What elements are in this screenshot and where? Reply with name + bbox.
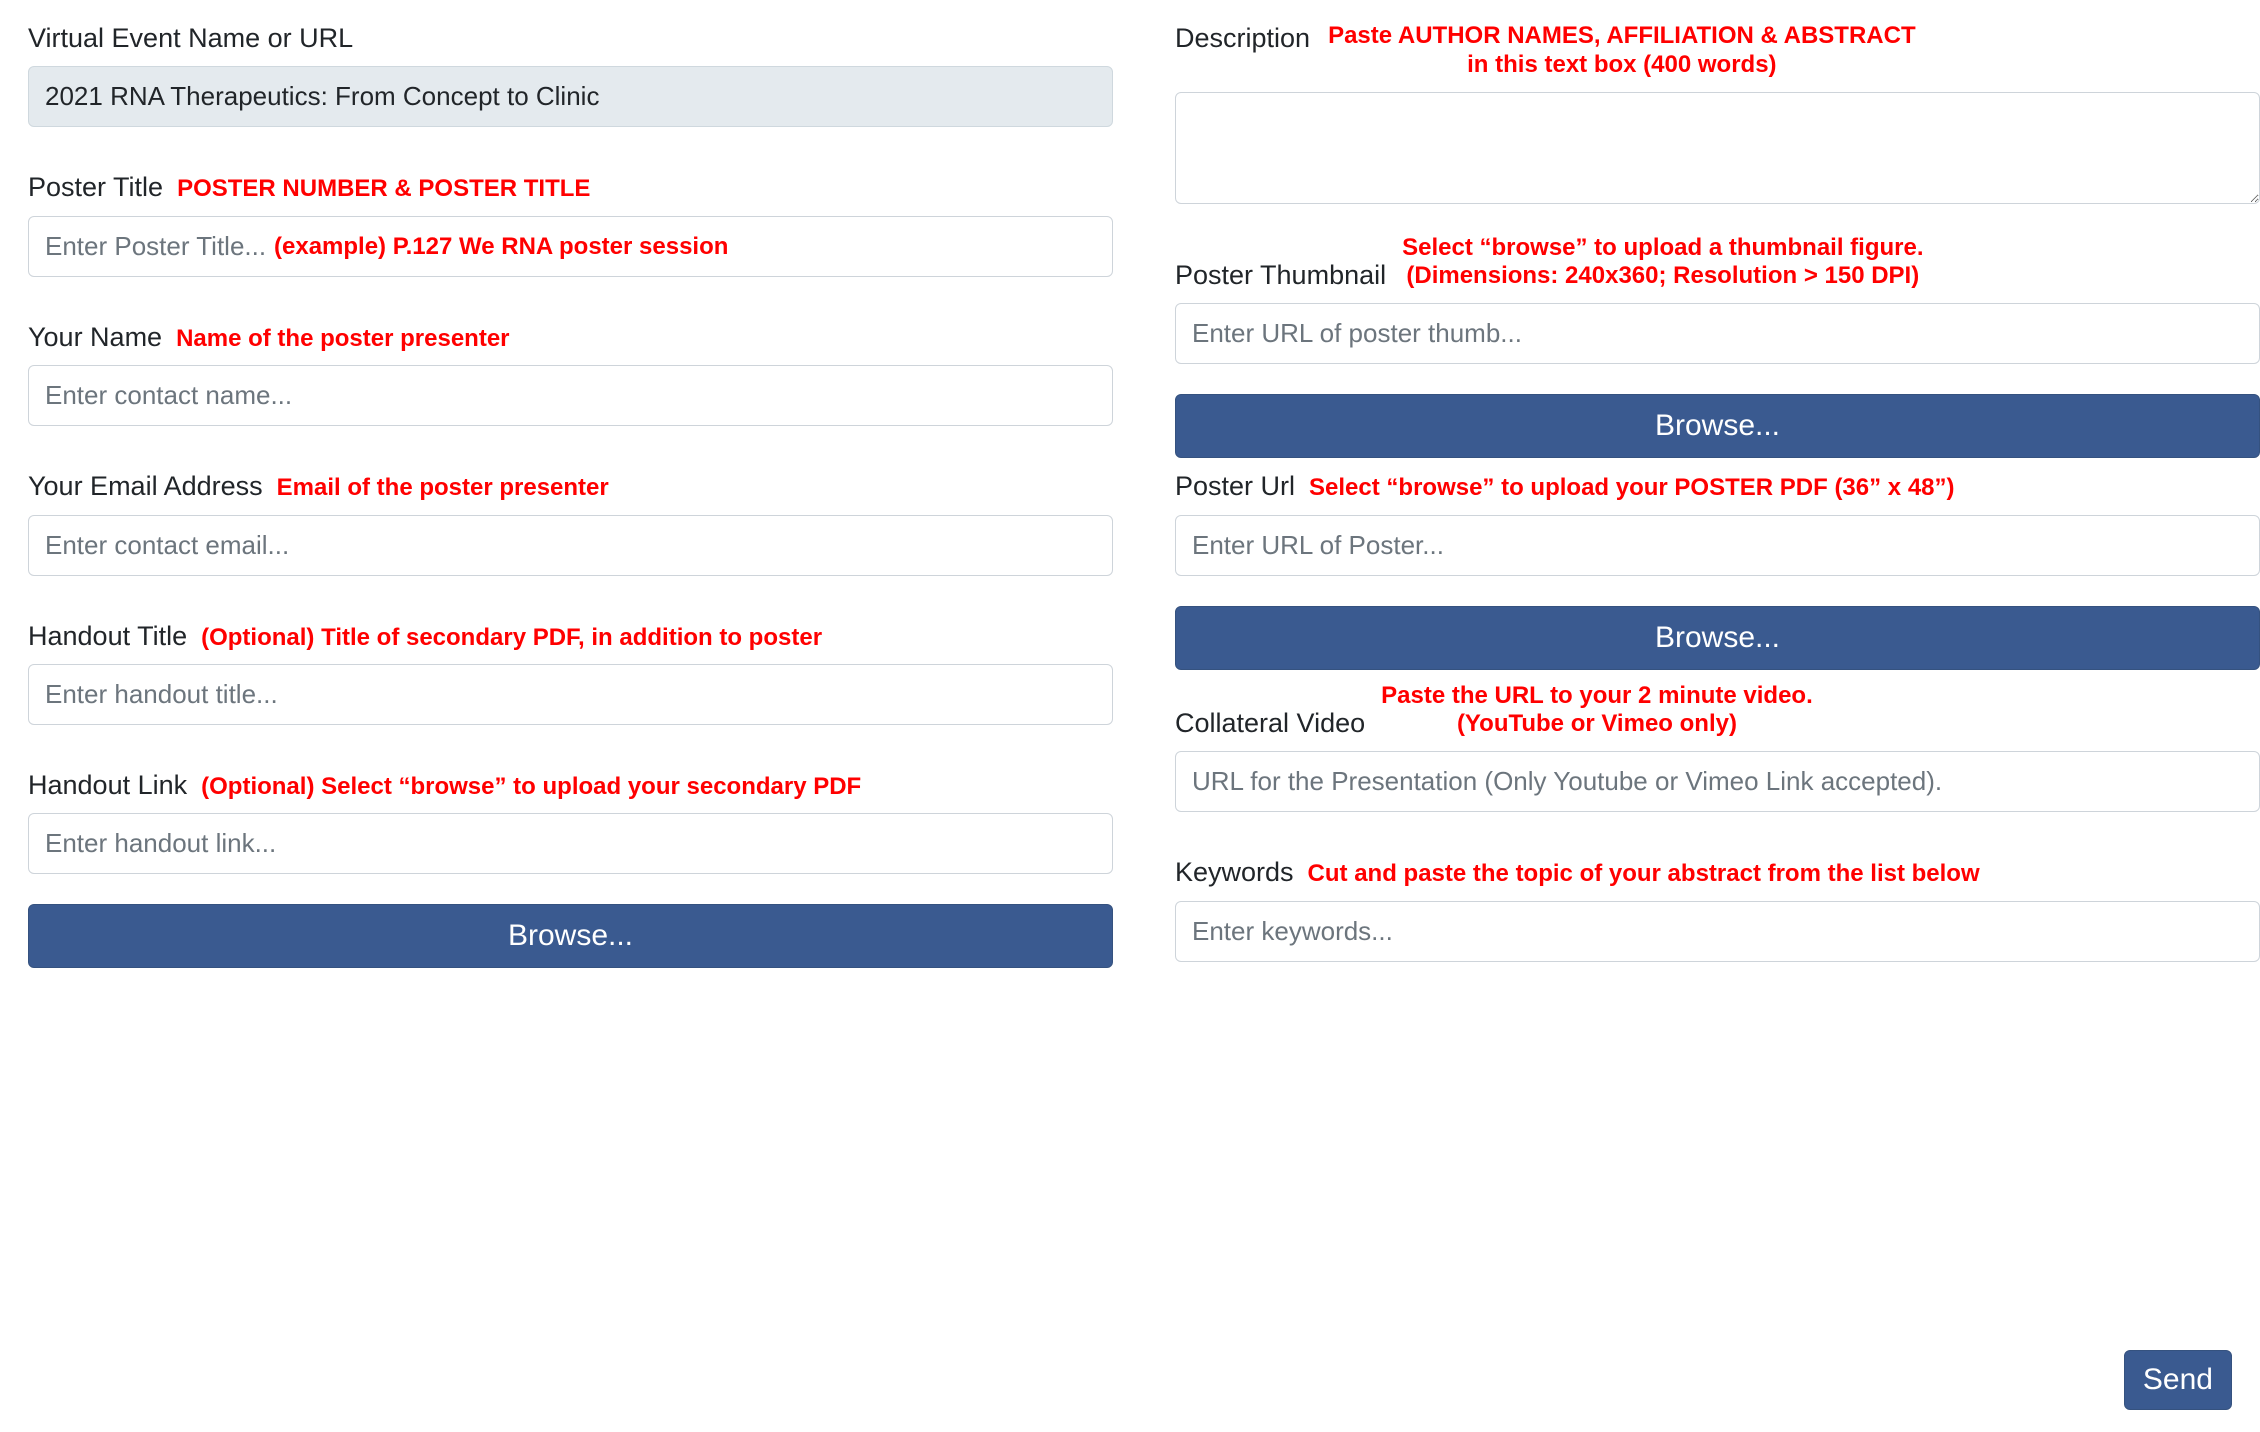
poster-thumbnail-note xyxy=(1402,234,1923,292)
your-email-note: Email of the poster presenter xyxy=(276,474,609,502)
field-handout-title xyxy=(28,620,1113,725)
field-handout-link xyxy=(28,769,1113,874)
field-poster-url xyxy=(1175,470,2260,575)
handout-link-label-row xyxy=(28,769,1113,801)
submit-area xyxy=(2124,1350,2232,1410)
browse-poster-button[interactable]: Browse... xyxy=(1175,606,2260,670)
handout-title-input[interactable] xyxy=(28,664,1113,725)
virtual-event-input[interactable] xyxy=(28,66,1113,127)
description-label: Description xyxy=(1175,23,1311,53)
collateral-video-note-line2: (YouTube or Vimeo only) xyxy=(1456,710,1737,738)
field-collateral-video xyxy=(1175,682,2260,813)
poster-title-label: Poster Title xyxy=(28,172,164,203)
field-description xyxy=(1175,22,2260,204)
send-button[interactable]: Send xyxy=(2124,1350,2232,1410)
handout-title-label-row xyxy=(28,620,1113,652)
keywords-input[interactable] xyxy=(1175,901,2260,962)
keywords-label: Keywords xyxy=(1175,857,1294,888)
description-textarea[interactable] xyxy=(1175,92,2260,204)
keywords-note: Cut and paste the topic of your abstract from the list below xyxy=(1307,860,1980,888)
field-poster-title xyxy=(28,171,1113,276)
handout-title-note: (Optional) Title of secondary PDF, in addition to poster xyxy=(201,623,823,651)
field-your-email xyxy=(28,470,1113,575)
your-email-label-row xyxy=(28,470,1113,502)
field-poster-thumbnail xyxy=(1175,234,2260,365)
poster-thumbnail-label: Poster Thumbnail xyxy=(1175,259,1387,290)
browse-thumbnail-button[interactable]: Browse... xyxy=(1175,394,2260,458)
poster-url-label-row xyxy=(1175,470,2260,502)
poster-thumbnail-input[interactable] xyxy=(1175,303,2260,364)
right-column xyxy=(1175,22,2260,962)
contact-email-input[interactable] xyxy=(28,515,1113,576)
browse-handout-button[interactable]: Browse... xyxy=(28,904,1113,968)
description-label-row xyxy=(1175,22,2260,80)
description-note-line1: Paste AUTHOR NAMES, AFFILIATION & ABSTRACT xyxy=(1328,22,1916,49)
contact-name-input[interactable] xyxy=(28,365,1113,426)
collateral-video-note-line1: Paste the URL to your 2 minute video. xyxy=(1381,681,1813,709)
poster-url-input[interactable] xyxy=(1175,515,2260,576)
collateral-video-note xyxy=(1381,682,1813,740)
collateral-video-input[interactable] xyxy=(1175,751,2260,812)
poster-url-label: Poster Url xyxy=(1175,471,1296,502)
poster-title-example-note: (example) P.127 We RNA poster session xyxy=(274,232,729,260)
your-name-note: Name of the poster presenter xyxy=(176,324,510,352)
handout-link-input[interactable] xyxy=(28,813,1113,874)
collateral-video-label: Collateral Video xyxy=(1175,707,1366,738)
your-name-label: Your Name xyxy=(28,321,163,352)
your-name-label-row xyxy=(28,321,1113,353)
field-your-name xyxy=(28,321,1113,426)
poster-url-note: Select “browse” to upload your POSTER PDF (36” x 48”) xyxy=(1309,474,1955,502)
handout-link-note: (Optional) Select “browse” to upload your secondary PDF xyxy=(201,772,862,800)
left-column xyxy=(28,22,1113,968)
poster-thumbnail-label-row xyxy=(1175,234,2260,292)
field-keywords xyxy=(1175,856,2260,961)
description-note-line2: in this text box (400 words) xyxy=(1467,50,1777,78)
virtual-event-label-row xyxy=(28,22,1113,54)
poster-thumbnail-note-line1: Select “browse” to upload a thumbnail figure. xyxy=(1402,233,1924,261)
your-email-label: Your Email Address xyxy=(28,471,263,502)
handout-title-label: Handout Title xyxy=(28,620,188,651)
keywords-label-row xyxy=(1175,856,2260,888)
virtual-event-label: Virtual Event Name or URL xyxy=(28,23,354,53)
poster-thumbnail-note-line2: (Dimensions: 240x360; Resolution > 150 DPI) xyxy=(1406,262,1920,290)
form-columns xyxy=(28,22,2232,968)
poster-title-note: POSTER NUMBER & POSTER TITLE xyxy=(177,175,591,203)
collateral-video-label-row xyxy=(1175,682,2260,740)
handout-link-label: Handout Link xyxy=(28,769,188,800)
description-note xyxy=(1328,22,1916,80)
poster-title-label-row xyxy=(28,171,1113,203)
field-virtual-event xyxy=(28,22,1113,127)
